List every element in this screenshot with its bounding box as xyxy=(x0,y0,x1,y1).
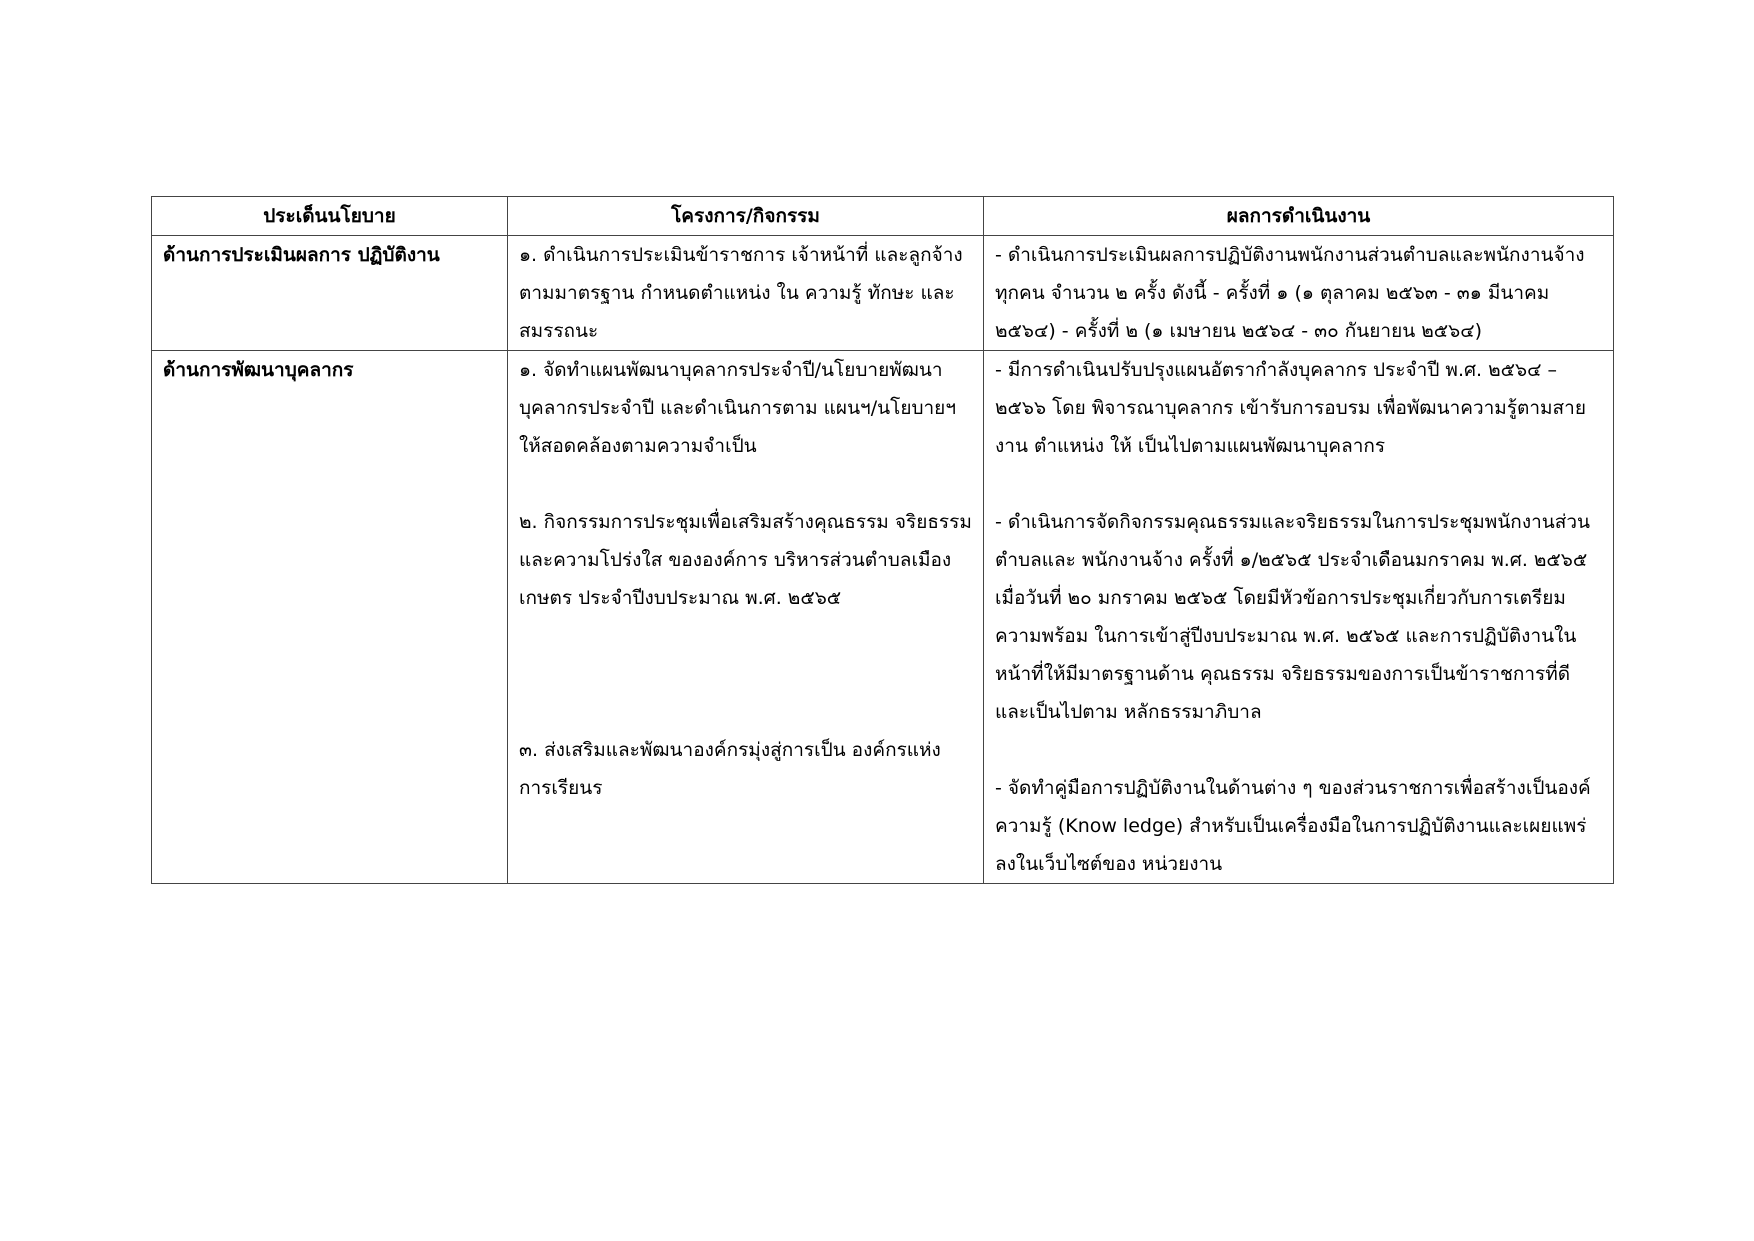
spacer xyxy=(519,617,972,731)
header-policy: ประเด็นนโยบาย xyxy=(152,197,508,236)
results-cell xyxy=(984,351,1614,884)
projects-cell xyxy=(508,351,984,884)
project-item: ๑. ดำเนินการประเมินข้าราชการ เจ้าหน้าที่ และลูกจ้าง ตามมาตรฐาน กำหนดตำแหน่ง ใน ความรู้ ทักษะ และสมรรถนะ xyxy=(519,244,963,342)
result-item: - ดำเนินการประเมินผลการปฏิบัติงานพนักงานส่วนตำบลและพนักงานจ้างทุกคน จำนวน ๒ ครั้ง ดังนี้ - ครั้งที่ ๑ (๑ ตุลาคม ๒๕๖๓ - ๓๑ มีนาคม ๒๕๖๔) - ครั้งที่ ๒ (๑ เมษายน ๒๕๖๔ - ๓๐ กันยายน ๒๕๖๔) xyxy=(995,244,1585,342)
header-projects: โครงการ/กิจกรรม xyxy=(508,197,984,236)
header-results: ผลการดำเนินงาน xyxy=(984,197,1614,236)
spacer xyxy=(995,731,1602,769)
policy-cell: ด้านการประเมินผลการ ปฏิบัติงาน xyxy=(152,236,508,351)
project-item: ๓. ส่งเสริมและพัฒนาองค์กรมุ่งสู่การเป็น องค์กรแห่งการเรียนร xyxy=(519,739,941,799)
spacer xyxy=(995,465,1602,503)
results-cell xyxy=(984,236,1614,351)
table-header-row xyxy=(152,197,1614,236)
table-row xyxy=(152,236,1614,351)
result-item: - ดำเนินการจัดกิจกรรมคุณธรรมและจริยธรรมในการประชุมพนักงานส่วนตำบลและ พนักงานจ้าง ครั้งที่ ๑/๒๕๖๕ ประจำเดือนมกราคม พ.ศ. ๒๕๖๕ เมื่อวันที่ ๒๐ มกราคม ๒๕๖๕ โดยมีหัวข้อการประชุมเกี่ยวกับการเตรียมความพร้อม ในการเข้าสู่ปีงบประมาณ พ.ศ. ๒๕๖๕ และการปฏิบัติงานในหน้าที่ให้มีมาตรฐานด้าน คุณธรรม จริยธรรมของการเป็นข้าราชการที่ดีและเป็นไปตาม หลักธรรมาภิบาล xyxy=(995,511,1591,723)
project-item: ๒. กิจกรรมการประชุมเพื่อเสริมสร้างคุณธรรม จริยธรรม และความโปร่งใส ขององค์การ บริหารส่วนตำบลเมืองเกษตร ประจำปีงบประมาณ พ.ศ. ๒๕๖๕ xyxy=(519,511,972,609)
policy-cell: ด้านการพัฒนาบุคลากร xyxy=(152,351,508,884)
project-item: ๑. จัดทำแผนพัฒนาบุคลากรประจำปี/นโยบายพัฒนาบุคลากรประจำปี และดำเนินการตาม แผนฯ/นโยบายฯ ให้สอดคล้องตามความจำเป็น xyxy=(519,359,956,457)
policy-results-table xyxy=(151,196,1614,884)
result-item: - จัดทำคู่มือการปฏิบัติงานในด้านต่าง ๆ ของส่วนราชการเพื่อสร้างเป็นองค์ความรู้ (Know ledge) สำหรับเป็นเครื่องมือในการปฏิบัติงานและเผยแพร่ลงในเว็บไซต์ของ หน่วยงาน xyxy=(995,777,1591,875)
result-item: - มีการดำเนินปรับปรุงแผนอัตรากำลังบุคลากร ประจำปี พ.ศ. ๒๕๖๔ – ๒๕๖๖ โดย พิจารณาบุคลากร เข้ารับการอบรม เพื่อพัฒนาความรู้ตามสายงาน ตำแหน่ง ให้ เป็นไปตามแผนพัฒนาบุคลากร xyxy=(995,359,1586,457)
spacer xyxy=(519,465,972,503)
table-row xyxy=(152,351,1614,884)
projects-cell xyxy=(508,236,984,351)
